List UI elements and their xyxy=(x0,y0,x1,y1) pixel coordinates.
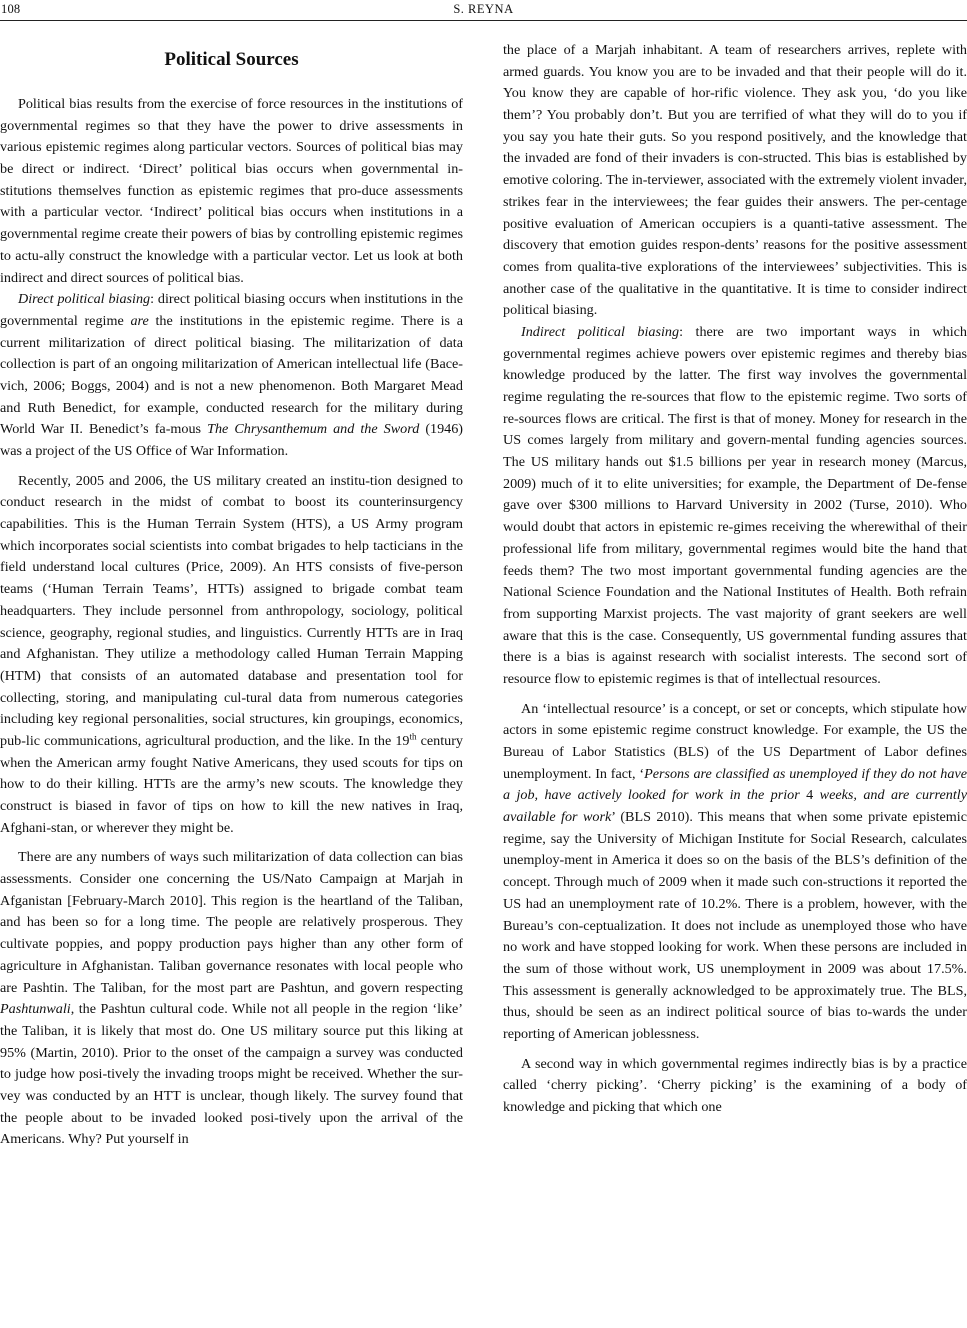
paragraph-political-bias xyxy=(0,94,463,289)
quote: Persons are classified as unemployed if they do not have a job xyxy=(503,765,967,804)
paragraph-text: : direct political biasing occurs when institutions in the governmental regime xyxy=(0,291,463,329)
quote: , xyxy=(534,787,545,804)
paragraph-marjah-continued xyxy=(503,40,967,322)
paragraph-indirect-biasing xyxy=(503,322,967,691)
quote: have actively looked for work in the prior xyxy=(544,787,800,804)
section-title: Political Sources xyxy=(164,49,299,70)
header-rule xyxy=(0,20,967,21)
paragraph-lead: Direct political biasing xyxy=(18,291,151,308)
paragraph-text: An ‘intellectual resource’ is a concept, or set or concepts, which stipulate how actors in some epistemic regime construct knowledge. For example, the US the Bureau of Labor Statistics (BLS) of the US Department of Labor defines unemployment. In fact, ‘ xyxy=(503,700,967,782)
paragraph-lead: Indirect political biasing xyxy=(521,323,680,340)
right-column xyxy=(503,40,967,1119)
quote-number: 4 xyxy=(799,787,820,804)
quote: weeks xyxy=(819,787,854,804)
paragraph-text: century when the American army fought Native Americans, they used scouts for tips on how to do their killing. HTTs are the army’s new scouts. The knowledge they construct is biased in favor of tips on how to kill the new natives in Iraq, Afghani-stan, or wherever they might be. xyxy=(0,732,463,836)
paragraph-text: Recently, 2005 and 2006, the US military created an institu-tion designed to conduct research in the midst of combat to boost its counterinsurgency capabilities. This is the Human Terrain System (HTS), a US Army program which incorporates social scientists into combat brigades to help tacticians in the field understand local cultures (Price, 2009). An HTS consists of five-person teams (‘Human Terrain Teams’, HTTs) assigned to brigade combat team headquarters. They include personnel from anthropology, sociology, political science, geography, regional studies, and linguistics. Currently HTTs are in Iraq and Afghanistan. They utilize a methodology called Human Terrain Mapping (HTM) that consists of an automated database and presentation tool for collecting, storing, and manipulating cul-tural data from numerous categories including key regional personalities, social structures, kin groupings, economics, pub-lic communications, agricultural production, and the like. In the 19 xyxy=(0,472,463,749)
emphasis: are xyxy=(130,312,149,329)
page-header xyxy=(0,0,967,22)
paragraph-text: A second way in which governmental regimes indirectly bias is by a practice called ‘cherry picking’. ‘Cherry picking’ is the examining of a body of knowledge and picking that which one xyxy=(503,1055,967,1115)
quote: , xyxy=(853,787,864,804)
paragraph-text: the institutions in the epistemic regime. There is a current militarization of direct political biasing. The militarization of data collection is part of an ongoing militarization of American intellectual life (Bace-vich, 2006; Boggs, 2004) and is not a new phenomenon. Both Margaret Mead and Ruth Benedict, for example, conducted research for the military during World War II. Benedict’s fa-mous xyxy=(0,312,463,438)
quote: and are currently available for work xyxy=(503,787,967,826)
left-column xyxy=(0,40,463,1151)
paragraph-text: the place of a Marjah inhabitant. A team of researchers arrives, replete with armed guards. You know you are to be invaded and that their people will do it. You know they are capable of hor-rific violence. They ask you, ‘do you like them’? You probably don’t. But you are terrified of what they will do to you if you say you hate their guts. So you respond positively, and the knowledge that the invaded are fond of their invaders is con-structed. This bias is established by emotive coloring. The in-terviewer, associated with the extremely violent invader, strikes fear in the interviewees; the fear guides their answers. The per-centage positive evaluation of American occupiers is a quanti-tative assessment. The discovery that emotion guides respon-dents’ reasons for the positive assessment comes from qualita-tive explorations of the interviewees’ subjectivities. This is another case of the qualitative in the quantitative. It is time to consider indirect political biasing. xyxy=(503,42,967,319)
paragraph-text: (1946) was a project of the US Office of War Information. xyxy=(0,421,464,459)
paragraph-text: ’ (BLS 2010). This means that when some private epistemic regime, say the University of Michigan Institute for Social Research, calculates unemploy-ment in America it does so on the basis of the BLS’s definition of the concept. Through much of 2009 when it made such con-structions it reported the US had an unemployment rate of 10.2%. There is a problem, however, with the Bureau’s con-ceptualization. It does not include as unemployed those who have no work and have stopped looking for work. When these persons are included in the sum of those without work, US unemployment in 2009 was about 17.5%. This assessment is generally acknowledged to be approximately true. The BLS, thus, should be seen as an indirect political source of bias to-wards the under reporting of American joblessness. xyxy=(503,809,967,1042)
paragraph-text: : there are two important ways in which governmental regimes achieve powers over epistemic regimes and thereby bias knowledge produced by the latter. The first way involves the governmental regime regulating the re-sources that flow to the epistemic regime. Two sorts of re-sources flows are critical. The first is that of money. Money for research in the US comes largely from military and govern-mental funding agencies sources. The US military hands out $1.5 billions per year in research money (Marcus, 2009) much of it to elite universities; for example, the Department of De-fense gave over $300 millions to Harvard University in 2002 (Turse, 2010). Who would doubt that actors in epistemic re-gimes receiving the wherewithal of their professional life from military, governmental regimes would bite the hand that feeds them? The two most important governmental funding agencies are the National Science Foundation and the National Institutes of Health. Both refrain from supporting Marxist projects. The vast majority of grant seekers are well aware that this is the case. Consequently, US governmental funding assures that there is a bias is against research with socialist interests. The second sort of resource flow to epistemic regimes is that of intellectual resources. xyxy=(503,323,967,687)
paragraph-text: Political bias results from the exercise of force resources in the institutions of governmental regimes so that they have the power to drive assessments in various epistemic regimes along particular vectors. Sources of political bias may be direct or indirect. ‘Direct’ political bias occurs when governmental in-stitutions themselves function as epistemic regimes that pro-duce assessments with a particular vector. ‘Indirect’ political bias occurs when institutions in a governmental regime create their powers of bias by controlling epistemic regimes to actu-ally construct the knowledge with a particular vector. Let us look at both indirect and direct sources of political bias. xyxy=(0,96,463,286)
paragraph-hts xyxy=(0,471,463,840)
emphasis: Pashtunwali xyxy=(0,1001,71,1018)
paragraph-marjah xyxy=(0,847,463,1151)
paragraph-direct-biasing xyxy=(0,289,463,463)
paragraph-text: , the Pashtun cultural code. While not all people in the region ‘like’ the Taliban, it is likely that most do. One US military source put this liking at 95% (Martin, 2010). Prior to the onset of the campaign a survey was conducted to judge how posi-tively the invading troops might be received. Whether the sur-vey was conducted by an HTT is unclear, though likely. The survey found that the people about to be invaded looked posi-tively upon the arrival of the Americans. Why? Put yourself in xyxy=(0,1001,463,1148)
page-number: 108 xyxy=(1,2,21,16)
book-title: The Chrysanthemum and the Sword xyxy=(207,421,420,438)
paragraph-cherry-picking xyxy=(503,1054,967,1119)
superscript: th xyxy=(409,731,417,742)
paragraph-intellectual-resource xyxy=(503,699,967,1046)
paragraph-text: There are any numbers of ways such militarization of data collection can bias assessments. Consider one concerning the US/Nato Campaign at Marjah in Afganistan [February-March 2010]. This region is the heartland of the Taliban, and has been so for a long time. The people are relatively prosperous. They cultivate poppies, and poppy production pays higher than any other form of agriculture in Afghanistan. Taliban governance resonates with local people who are Pashtin. The Taliban, for the most part are Pashtun, and govern respecting xyxy=(0,849,463,996)
running-head: S. REYNA xyxy=(453,2,514,16)
